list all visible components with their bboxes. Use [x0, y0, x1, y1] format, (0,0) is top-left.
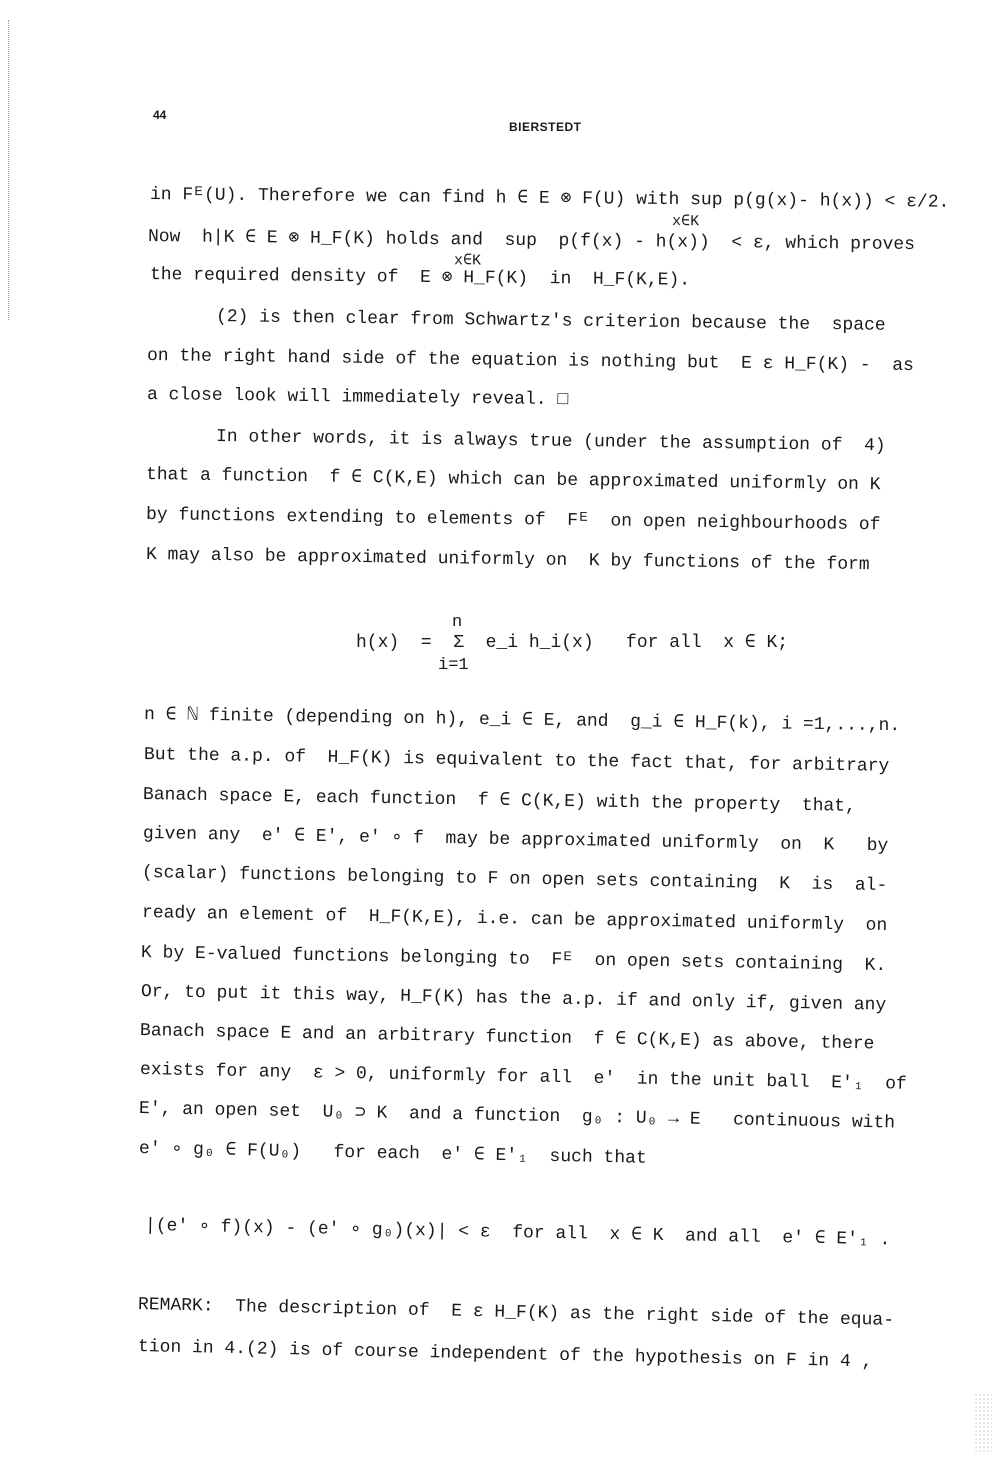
text-line: (2) is then clear from Schwartz's criterion because the space — [215, 307, 886, 336]
text-line: (scalar) functions belonging to F on open sets containing K is al- — [141, 863, 888, 897]
running-head: BIERSTEDT — [509, 120, 582, 134]
text-line: K may also be approximated uniformly on K by functions of the form — [145, 545, 870, 576]
text-line: on the right hand side of the equation is nothing but E ε H_F(K) - as — [146, 346, 915, 377]
formula-sum: h(x) = Σ e_i h_i(x) for all x ∈ K; — [356, 633, 789, 653]
text-line: But the a.p. of H_F(K) is equivalent to the fact that, for arbitrary — [143, 745, 890, 777]
text-line: a close look will immediately reveal. □ — [146, 385, 569, 411]
text-line: ready an element of H_F(K,E), i.e. can be approximated uniformly on — [141, 903, 888, 937]
formula-upper-limit: n — [452, 613, 463, 632]
text-line: that a function f ∈ C(K,E) which can be approximated uniformly on K — [145, 465, 881, 496]
text-line: K by E-valued functions belonging to Fᴱ on open sets containing K. — [140, 943, 887, 977]
text-line: Now h|K ∈ E ⊗ H_F(K) holds and sup p(f(x) - h(x)) < ε, which proves — [147, 227, 916, 256]
scan-edge-mark — [8, 20, 11, 320]
text-line: n ∈ ℕ finite (depending on h), e_i ∈ E, and g_i ∈ H_F(k), i =1,...,n. — [143, 705, 901, 737]
text-line-subscript: x∈K — [147, 249, 482, 270]
text-line: given any e' ∈ E', e' ∘ f may be approximated uniformly on K by — [142, 824, 889, 857]
remark-line: REMARK: The description of E ε H_F(K) as the right side of the equa- — [137, 1295, 895, 1331]
text-line: E', an open set U₀ ⊃ K and a function g₀ : U₀ → E continuous with — [138, 1099, 896, 1134]
text-line: the required density of E ⊗ H_F(K) in H_F(K,E). — [149, 265, 691, 291]
formula-lower-limit: i=1 — [438, 656, 469, 675]
text-line: Banach space E and an arbitrary function f ∈ C(K,E) as above, there — [139, 1021, 875, 1055]
text-line: in Fᴱ(U). Therefore we can find h ∈ E ⊗ F(U) with sup p(g(x)- h(x)) < ε/2. — [149, 185, 950, 213]
text-line: by functions extending to elements of Fᴱ on open neighbourhoods of — [145, 505, 881, 536]
text-line-subscript: x∈K — [149, 208, 700, 231]
remark-line: tion in 4.(2) is of course independent of the hypothesis on F in 4 , — [137, 1337, 873, 1373]
text-line: Or, to put it this way, H_F(K) has the a.p. if and only if, given any — [140, 982, 887, 1016]
text-line: In other words, it is always true (under the assumption of 4) — [215, 427, 886, 457]
inequality-line: |(e' ∘ f)(x) - (e' ∘ g₀)(x)| < ε for all x ∈ K and all e' ∈ E'₁ . — [144, 1216, 891, 1251]
text-line: e' ∘ g₀ ∈ F(U₀) for each e' ∈ E'₁ such that — [138, 1139, 647, 1169]
page-number: 44 — [153, 108, 167, 122]
text-line: Banach space E, each function f ∈ C(K,E) with the property that, — [142, 785, 857, 817]
text-line: exists for any ε > 0, uniformly for all e' in the unit ball E'₁ of — [139, 1060, 907, 1095]
scan-noise — [974, 1393, 992, 1453]
